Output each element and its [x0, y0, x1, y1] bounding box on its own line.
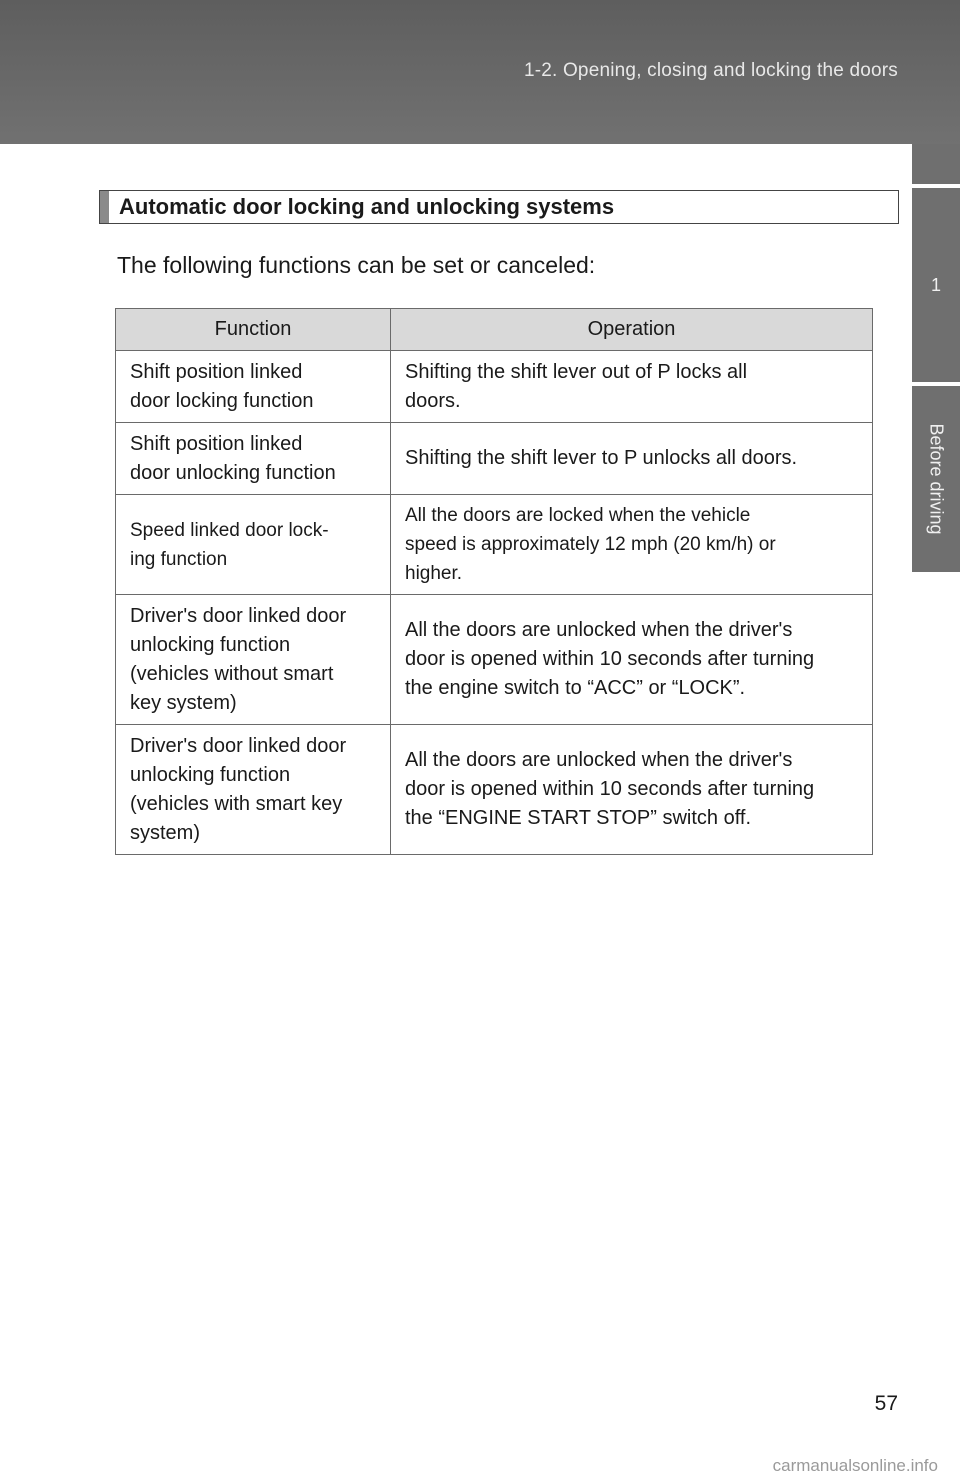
function-cell	[116, 423, 391, 495]
chapter-number-tab	[912, 188, 960, 382]
operation-cell	[391, 495, 873, 595]
section-title: 1-2. Opening, closing and locking the doors	[523, 60, 898, 81]
table-row	[116, 725, 873, 855]
cell-line: Driver's door linked door	[130, 604, 347, 627]
header-function: Function	[116, 309, 391, 351]
cell-line: door unlocking function	[130, 461, 336, 484]
cell-line: Shift position linked	[130, 432, 303, 455]
cell-line: key system)	[130, 691, 237, 714]
cell-line: Shift position linked	[130, 360, 303, 383]
table-row	[116, 423, 873, 495]
cell-line: the “ENGINE START STOP” switch off.	[405, 807, 752, 829]
cell-line: All the doors are locked when the vehicle	[405, 505, 751, 526]
header-band	[0, 0, 960, 144]
operation-cell	[391, 725, 873, 855]
side-tab-top	[912, 144, 960, 184]
watermark: carmanualsonline.info	[772, 1456, 938, 1475]
page-number: 57	[874, 1392, 898, 1415]
cell-line: door is opened within 10 seconds after turning	[405, 778, 815, 800]
cell-line: door locking function	[130, 389, 314, 412]
chapter-label: Before driving	[926, 423, 947, 535]
function-cell	[116, 595, 391, 725]
cell-line: unlocking function	[130, 763, 291, 786]
function-cell	[116, 495, 391, 595]
cell-line: Driver's door linked door	[130, 734, 347, 757]
cell-line: Shifting the shift lever out of P locks all	[405, 360, 748, 383]
cell-line: (vehicles without smart	[130, 662, 334, 685]
function-cell	[116, 725, 391, 855]
cell-line: All the doors are unlocked when the driver's	[405, 749, 793, 771]
cell-line: speed is approximately 12 mph (20 km/h) or	[405, 534, 776, 555]
chapter-number: 1	[930, 274, 941, 295]
cell-line: All the doors are unlocked when the driver's	[405, 619, 793, 641]
table-row	[116, 595, 873, 725]
functions-table	[115, 308, 873, 855]
heading-accent-bar	[100, 191, 109, 223]
operation-cell	[391, 595, 873, 725]
cell-line: doors.	[405, 389, 461, 412]
function-cell	[116, 351, 391, 423]
operation-cell	[391, 423, 873, 495]
cell-line: unlocking function	[130, 633, 291, 656]
section-heading	[99, 190, 899, 224]
table-header-row	[116, 309, 873, 351]
cell-line: door is opened within 10 seconds after turning	[405, 648, 815, 670]
header-operation: Operation	[391, 309, 873, 351]
heading-text: Automatic door locking and unlocking systems	[119, 194, 615, 219]
operation-cell	[391, 351, 873, 423]
table-row	[116, 351, 873, 423]
cell-line: higher.	[405, 563, 463, 584]
cell-line: ing function	[130, 548, 228, 570]
cell-line: (vehicles with smart key	[130, 792, 343, 815]
cell-line: Speed linked door lock-	[130, 519, 329, 541]
cell-line: Shifting the shift lever to P unlocks all doors.	[405, 447, 798, 469]
chapter-label-tab	[912, 386, 960, 572]
cell-line: system)	[130, 821, 200, 844]
cell-line: the engine switch to “ACC” or “LOCK”.	[405, 677, 746, 699]
table-row	[116, 495, 873, 595]
intro-text: The following functions can be set or canceled:	[117, 252, 596, 278]
